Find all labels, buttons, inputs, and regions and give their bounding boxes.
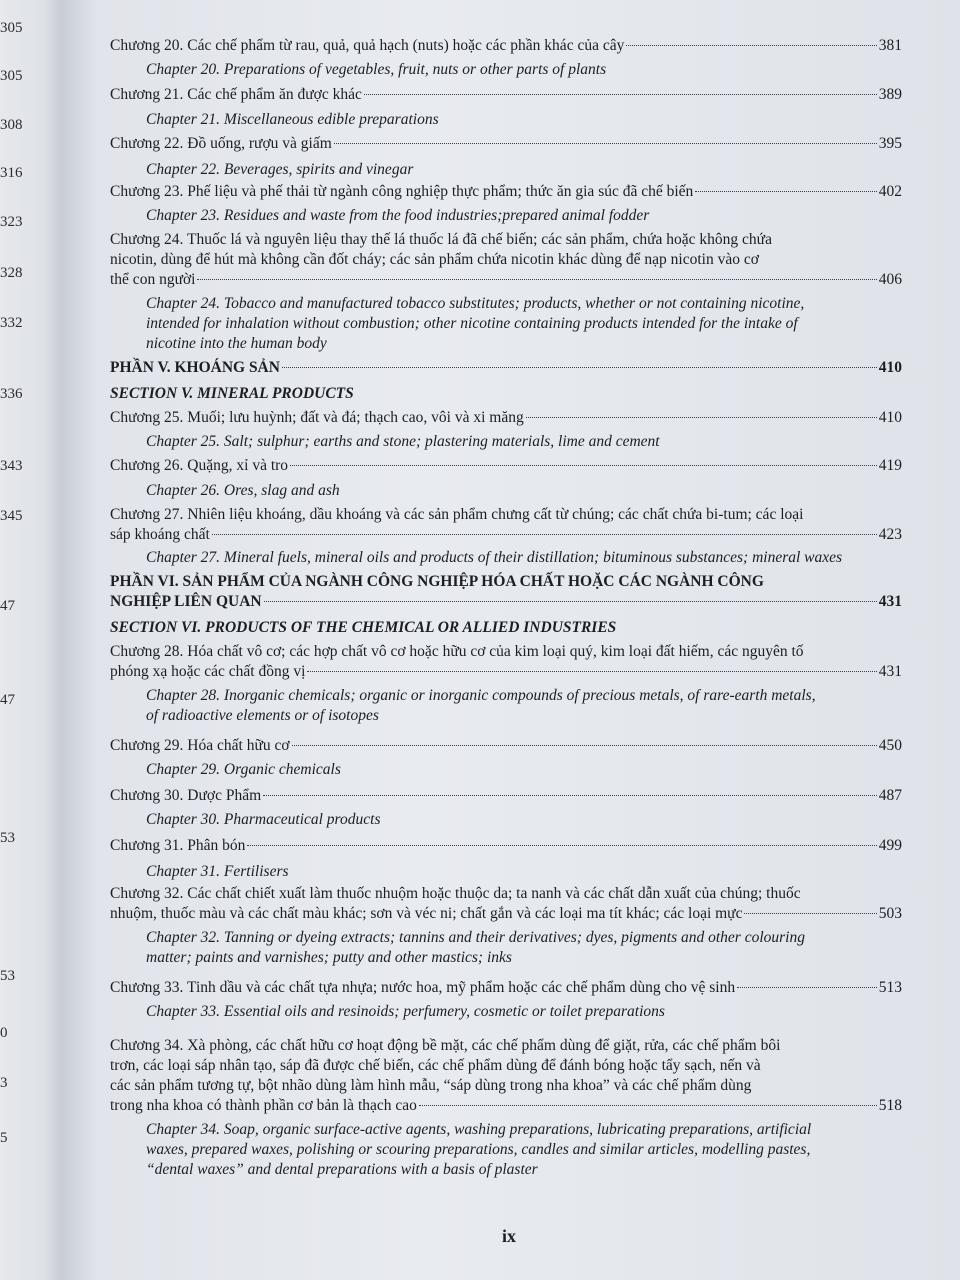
toc-line-text: Chapter 21. Miscellaneous edible preparations (146, 111, 439, 128)
toc-line (110, 270, 902, 290)
prev-page-number: 316 (0, 165, 23, 181)
toc-line (110, 1056, 902, 1076)
dot-leader (626, 45, 876, 46)
toc-line-text: các sản phẩm tương tự, bột nhão dùng làm hình mẫu, “sáp dùng trong nha khoa” và các chế phẩm dùng (110, 1077, 752, 1094)
toc-line (110, 572, 902, 592)
dot-leader (744, 913, 876, 914)
toc-line (110, 736, 902, 756)
prev-page-number: 332 (0, 315, 23, 331)
toc-entry-vietnamese (110, 642, 902, 682)
toc-line-text: Chương 31. Phân bón (110, 837, 246, 854)
toc-line (110, 642, 902, 662)
toc-line-text: Chapter 34. Soap, organic surface-active agents, washing preparations, lubricating preparations, artificial (146, 1121, 812, 1138)
toc-line (146, 862, 906, 882)
toc-line-text: nicotin, dùng để hút mà không cần đốt cháy; các sản phẩm chứa nicotin khác dùng để nạp nicotin vào cơ (110, 251, 759, 268)
page-number: 410 (878, 359, 902, 376)
toc-line (110, 1076, 902, 1096)
toc-line (110, 384, 902, 404)
prev-page-number: 47 (0, 598, 15, 614)
toc-line-text: “dental waxes” and dental preparations with a basis of plaster (146, 1161, 538, 1178)
toc-entry-vietnamese (110, 786, 902, 806)
toc-entry-english (146, 481, 906, 501)
toc-entry-vietnamese (110, 456, 902, 476)
toc-entry-english (146, 928, 906, 968)
toc-line (110, 592, 902, 612)
page-number: 450 (878, 737, 902, 754)
page-number: 395 (878, 135, 902, 152)
page-folio: ix (502, 1226, 517, 1246)
toc-entry-english (146, 548, 906, 568)
prev-page-number: 343 (0, 458, 23, 474)
toc-line (146, 1120, 906, 1140)
toc-line-text: Chapter 31. Fertilisers (146, 863, 289, 880)
toc-line-text: SECTION V. MINERAL PRODUCTS (110, 385, 354, 402)
toc-line (110, 250, 902, 270)
toc-line (110, 408, 902, 428)
toc-line-text: sáp khoáng chất (110, 526, 210, 543)
toc-line (146, 810, 906, 830)
page-number: 513 (878, 979, 902, 996)
toc-line-text: Chapter 29. Organic chemicals (146, 761, 341, 778)
toc-entry-english (146, 760, 906, 780)
toc-entry-english (146, 432, 906, 452)
toc-line (146, 1002, 906, 1022)
page-number: 381 (878, 37, 902, 54)
toc-entry-vietnamese (110, 134, 902, 154)
page-number: 503 (878, 905, 902, 922)
toc-line (110, 358, 902, 378)
dot-leader (526, 417, 877, 418)
toc-line-text: matter; paints and varnishes; putty and other mastics; inks (146, 949, 512, 966)
dot-leader (282, 367, 877, 368)
toc-line-text: Chương 23. Phế liệu và phế thải từ ngành công nghiệp thực phẩm; thức ăn gia súc đã chế biến (110, 183, 694, 200)
dot-leader (334, 143, 877, 144)
toc-entry-english (146, 810, 906, 830)
toc-line (110, 618, 902, 638)
toc-line (110, 1036, 902, 1056)
toc-line (146, 206, 906, 226)
toc-line (146, 1140, 906, 1160)
toc-line-text: Chapter 32. Tanning or dyeing extracts; tannins and their derivatives; dyes, pigments and other colouring (146, 929, 805, 946)
prev-page-number: 0 (0, 1025, 8, 1041)
toc-line-text: Chapter 30. Pharmaceutical products (146, 811, 381, 828)
toc-line (110, 904, 902, 924)
toc-line (146, 110, 906, 130)
toc-line (146, 60, 906, 80)
toc-entry-vietnamese (110, 884, 902, 924)
toc-line-text: Chương 29. Hóa chất hữu cơ (110, 737, 290, 754)
toc-entry-vietnamese (110, 408, 902, 428)
prev-page-number: 345 (0, 508, 23, 524)
toc-entry-english (146, 1002, 906, 1022)
toc-line-text: Chương 32. Các chất chiết xuất làm thuốc nhuộm hoặc thuộc da; ta nanh và các chất dẫn xuất của chúng; thuốc (110, 885, 801, 902)
toc-line (110, 978, 902, 998)
toc-entry-english (146, 862, 906, 882)
dot-leader (737, 987, 877, 988)
section-heading (110, 572, 902, 612)
dot-leader (290, 465, 877, 466)
dot-leader (197, 279, 876, 280)
dot-leader (247, 845, 876, 846)
prev-page-number: 5 (0, 1130, 8, 1146)
prev-page-number: 305 (0, 68, 23, 84)
toc-entry-vietnamese (110, 182, 902, 202)
toc-line-text: nicotine into the human body (146, 335, 327, 352)
toc-entry-vietnamese (110, 836, 902, 856)
toc-line (110, 182, 902, 202)
page-number: 487 (878, 787, 902, 804)
toc-line-text: Chương 30. Dược Phẩm (110, 787, 262, 804)
toc-line (146, 706, 906, 726)
toc-entry-english (146, 686, 906, 726)
section-heading-english (110, 618, 902, 638)
toc-line-text: intended for inhalation without combustion; other nicotine containing products intended for the intake of (146, 315, 798, 332)
toc-line-text: Chương 25. Muối; lưu huỳnh; đất và đá; thạch cao, vôi và xi măng (110, 409, 524, 426)
toc-line-text: NGHIỆP LIÊN QUAN (110, 593, 262, 610)
toc-entry-english (146, 60, 906, 80)
toc-line-text: Chapter 33. Essential oils and resinoids; perfumery, cosmetic or toilet preparations (146, 1003, 665, 1020)
toc-line-text: PHẦN VI. SẢN PHẨM CỦA NGÀNH CÔNG NGHIỆP HÓA CHẤT HOẶC CÁC NGÀNH CÔNG (110, 573, 764, 590)
toc-line (110, 884, 902, 904)
toc-line (146, 314, 906, 334)
page-number: 419 (878, 457, 902, 474)
toc-entry-english (146, 160, 906, 180)
dot-leader (292, 745, 877, 746)
toc-line (146, 928, 906, 948)
toc-line-text: Chapter 27. Mineral fuels, mineral oils and products of their distillation; bituminous substances; mineral waxes (146, 549, 843, 566)
section-heading (110, 358, 902, 378)
toc-entry-vietnamese (110, 978, 902, 998)
toc-line-text: Chapter 23. Residues and waste from the food industries;prepared animal fodder (146, 207, 650, 224)
prev-page-number: 47 (0, 692, 15, 708)
toc-line (110, 836, 902, 856)
toc-line (146, 1160, 906, 1180)
toc-line-text: trong nha khoa có thành phần cơ bản là thạch cao (110, 1097, 417, 1114)
prev-page-number: 308 (0, 117, 23, 133)
dot-leader (364, 94, 877, 95)
toc-entry-vietnamese (110, 736, 902, 756)
toc-line (146, 432, 906, 452)
page-number: 389 (878, 86, 902, 103)
toc-line (110, 134, 902, 154)
dot-leader (263, 795, 877, 796)
toc-line-text: Chương 27. Nhiên liệu khoáng, dầu khoáng và các sản phẩm chưng cất từ chúng; các chất chứa bi-tum; các loại (110, 506, 804, 523)
toc-line (110, 525, 902, 545)
toc-line-text: Chương 20. Các chế phẩm từ rau, quả, quả hạch (nuts) hoặc các phần khác của cây (110, 37, 625, 54)
toc-line-text: phóng xạ hoặc các chất đồng vị (110, 663, 306, 680)
toc-line (110, 36, 902, 56)
toc-line (110, 662, 902, 682)
toc-line (146, 948, 906, 968)
toc-line-text: Chương 24. Thuốc lá và nguyên liệu thay thế lá thuốc lá đã chế biến; các sản phẩm, chứa hoặc không chứa (110, 231, 772, 248)
toc-line (110, 456, 902, 476)
prev-page-number: 305 (0, 20, 23, 36)
dot-leader (419, 1105, 877, 1106)
toc-line-text: nhuộm, thuốc màu và các chất màu khác; sơn và véc ni; chất gắn và các loại ma tít khác; các loại mực (110, 905, 743, 922)
page-number: 518 (878, 1097, 902, 1114)
toc-line-text: Chapter 25. Salt; sulphur; earths and stone; plastering materials, lime and cement (146, 433, 660, 450)
toc-line (146, 548, 906, 568)
page-number: 410 (878, 409, 902, 426)
toc-line-text: trơn, các loại sáp nhân tạo, sáp đã được chế biến, các chế phẩm dùng để đánh bóng hoặc tẩy sạch, nến và (110, 1057, 761, 1074)
prev-page-number: 53 (0, 968, 15, 984)
dot-leader (307, 671, 876, 672)
toc-line (146, 760, 906, 780)
prev-page-number: 323 (0, 214, 23, 230)
page-number: 499 (878, 837, 902, 854)
toc-line-text: Chương 21. Các chế phẩm ăn được khác (110, 86, 362, 103)
toc-line-text: Chapter 22. Beverages, spirits and vinegar (146, 161, 414, 178)
dot-leader (212, 534, 877, 535)
toc-line-text: Chapter 24. Tobacco and manufactured tobacco substitutes; products, whether or not containing nicotine, (146, 295, 805, 312)
toc-line (110, 85, 902, 105)
page-number: 431 (878, 663, 902, 680)
toc-line-text: Chương 33. Tinh dầu và các chất tựa nhựa; nước hoa, mỹ phẩm hoặc các chế phẩm dùng cho vệ sinh (110, 979, 736, 996)
dot-leader (264, 601, 877, 602)
toc-line (110, 1096, 902, 1116)
section-heading-english (110, 384, 902, 404)
toc-line-text: of radioactive elements or of isotopes (146, 707, 379, 724)
toc-line-text: Chương 22. Đồ uống, rượu và giấm (110, 135, 332, 152)
toc-line-text: Chapter 26. Ores, slag and ash (146, 482, 340, 499)
toc-line (146, 481, 906, 501)
previous-page-edge (0, 0, 62, 1280)
toc-entry-vietnamese (110, 230, 902, 290)
toc-line-text: Chương 34. Xà phòng, các chất hữu cơ hoạt động bề mặt, các chế phẩm dùng để giặt, rửa, các chế phẩm bôi (110, 1037, 781, 1054)
toc-line (110, 230, 902, 250)
prev-page-number: 336 (0, 386, 23, 402)
prev-page-number: 53 (0, 830, 15, 846)
toc-line (146, 334, 906, 354)
toc-line-text: SECTION VI. PRODUCTS OF THE CHEMICAL OR ALLIED INDUSTRIES (110, 619, 617, 636)
page-number: 431 (878, 593, 902, 610)
toc-entry-english (146, 1120, 906, 1180)
toc-line-text: Chapter 28. Inorganic chemicals; organic or inorganic compounds of precious metals, of rare-earth metals, (146, 687, 816, 704)
prev-page-number: 3 (0, 1075, 8, 1091)
toc-line-text: waxes, prepared waxes, polishing or scouring preparations, candles and similar articles, modelling pastes, (146, 1141, 811, 1158)
toc-line-text: Chương 28. Hóa chất vô cơ; các hợp chất vô cơ hoặc hữu cơ của kim loại quý, kim loại đất hiếm, các nguyên tố (110, 643, 804, 660)
toc-entry-vietnamese (110, 1036, 902, 1116)
toc-entry-vietnamese (110, 505, 902, 545)
dot-leader (695, 191, 876, 192)
toc-line (110, 505, 902, 525)
page-number: 423 (878, 526, 902, 543)
page-number: 406 (878, 271, 902, 288)
toc-entry-vietnamese (110, 36, 902, 56)
toc-entry-vietnamese (110, 85, 902, 105)
toc-line-text: thể con người (110, 271, 196, 288)
page-number: 402 (878, 183, 902, 200)
toc-line (146, 160, 906, 180)
toc-line (110, 786, 902, 806)
toc-line-text: Chương 26. Quặng, xỉ và tro (110, 457, 289, 474)
toc-entry-english (146, 110, 906, 130)
toc-line (146, 294, 906, 314)
toc-line-text: PHẦN V. KHOÁNG SẢN (110, 359, 280, 376)
table-of-contents (62, 0, 960, 1280)
toc-line (146, 686, 906, 706)
toc-entry-english (146, 294, 906, 354)
toc-entry-english (146, 206, 906, 226)
toc-page (62, 0, 960, 1280)
prev-page-number: 328 (0, 265, 23, 281)
toc-line-text: Chapter 20. Preparations of vegetables, fruit, nuts or other parts of plants (146, 61, 607, 78)
